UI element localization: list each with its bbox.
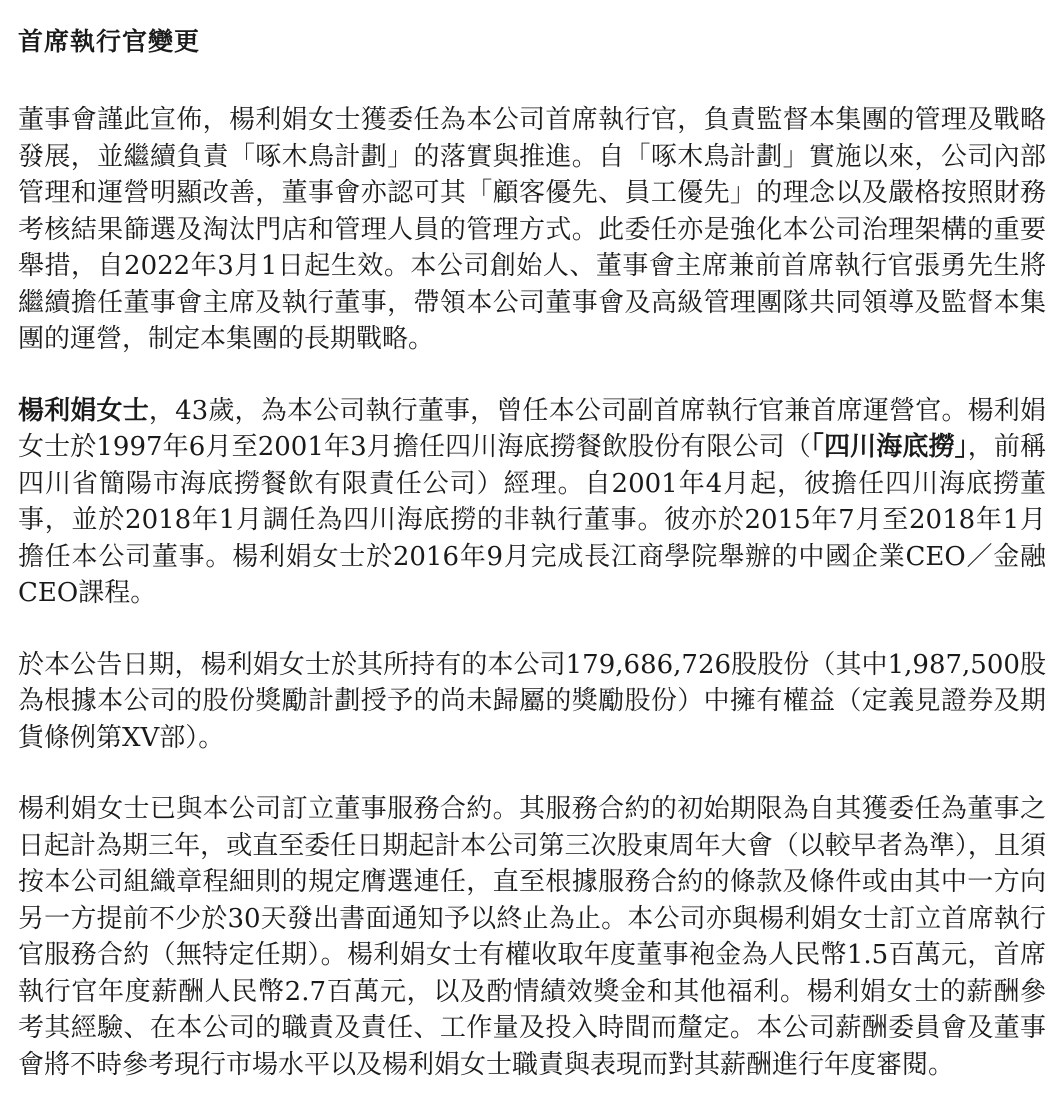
biography-text-part-2: ，前稱四川省簡陽市海底撈餐飲有限責任公司）經理。自2001年4月起，彼擔任四川海底撈董事，並於2018年1月調任為四川海底撈的非執行董事。彼亦於2015年7月至2018年1月擔任本公司董事。楊利娟女士於2016年9月完成長江商學院舉辦的中國企業CEO／金融CEO課程。	[18, 432, 1046, 608]
biography-text-part-1: ，43歲，為本公司執行董事，曾任本公司副首席執行官兼首席運營官。楊利娟女士於1997年6月至2001年3月擔任四川海底撈餐飲股份有限公司（	[18, 395, 1046, 462]
biography-company-abbrev: 「四川海底撈」	[810, 432, 968, 462]
paragraph-biography	[18, 393, 1046, 612]
document-page	[18, 22, 1046, 1083]
document-title: 首席執行官變更	[18, 27, 201, 56]
paragraph-appointment: 董事會謹此宣佈，楊利娟女士獲委任為本公司首席執行官，負責監督本集團的管理及戰略發展，並繼續負責「啄木鳥計劃」的落實與推進。自「啄木鳥計劃」實施以來，公司內部管理和運營明顯改善，董事會亦認可其「顧客優先、員工優先」的理念以及嚴格按照財務考核結果篩選及淘汰門店和管理人員的管理方式。此委任亦是強化本公司治理架構的重要舉措，自2022年3月1日起生效。本公司創始人、董事會主席兼前首席執行官張勇先生將繼續擔任董事會主席及執行董事，帶領本公司董事會及高級管理團隊共同領導及監督本集團的運營，制定本集團的長期戰略。	[18, 105, 1046, 354]
paragraph-shareholding: 於本公告日期，楊利娟女士於其所持有的本公司179,686,726股股份（其中1,987,500股為根據本公司的股份獎勵計劃授予的尚未歸屬的獎勵股份）中擁有權益（定義見證券及期貨條例第XV部）。	[18, 649, 1046, 753]
biography-name: 楊利娟女士	[18, 395, 149, 426]
paragraph-service-contract: 楊利娟女士已與本公司訂立董事服務合約。其服務合約的初始期限為自其獲委任為董事之日起計為期三年，或直至委任日期起計本公司第三次股東周年大會（以較早者為準），且須按本公司組織章程細則的規定膺選連任，直至根據服務合約的條款及條件或由其中一方向另一方提前不少於30天發出書面通知予以終止為止。本公司亦與楊利娟女士訂立首席執行官服務合約（無特定任期）。楊利娟女士有權收取年度董事袍金為人民幣1.5百萬元，首席執行官年度薪酬人民幣2.7百萬元，以及酌情績效獎金和其他福利。楊利娟女士的薪酬參考其經驗、在本公司的職責及責任、工作量及投入時間而釐定。本公司薪酬委員會及董事會將不時參考現行市場水平以及楊利娟女士職責與表現而對其薪酬進行年度審閱。	[18, 794, 1046, 1080]
